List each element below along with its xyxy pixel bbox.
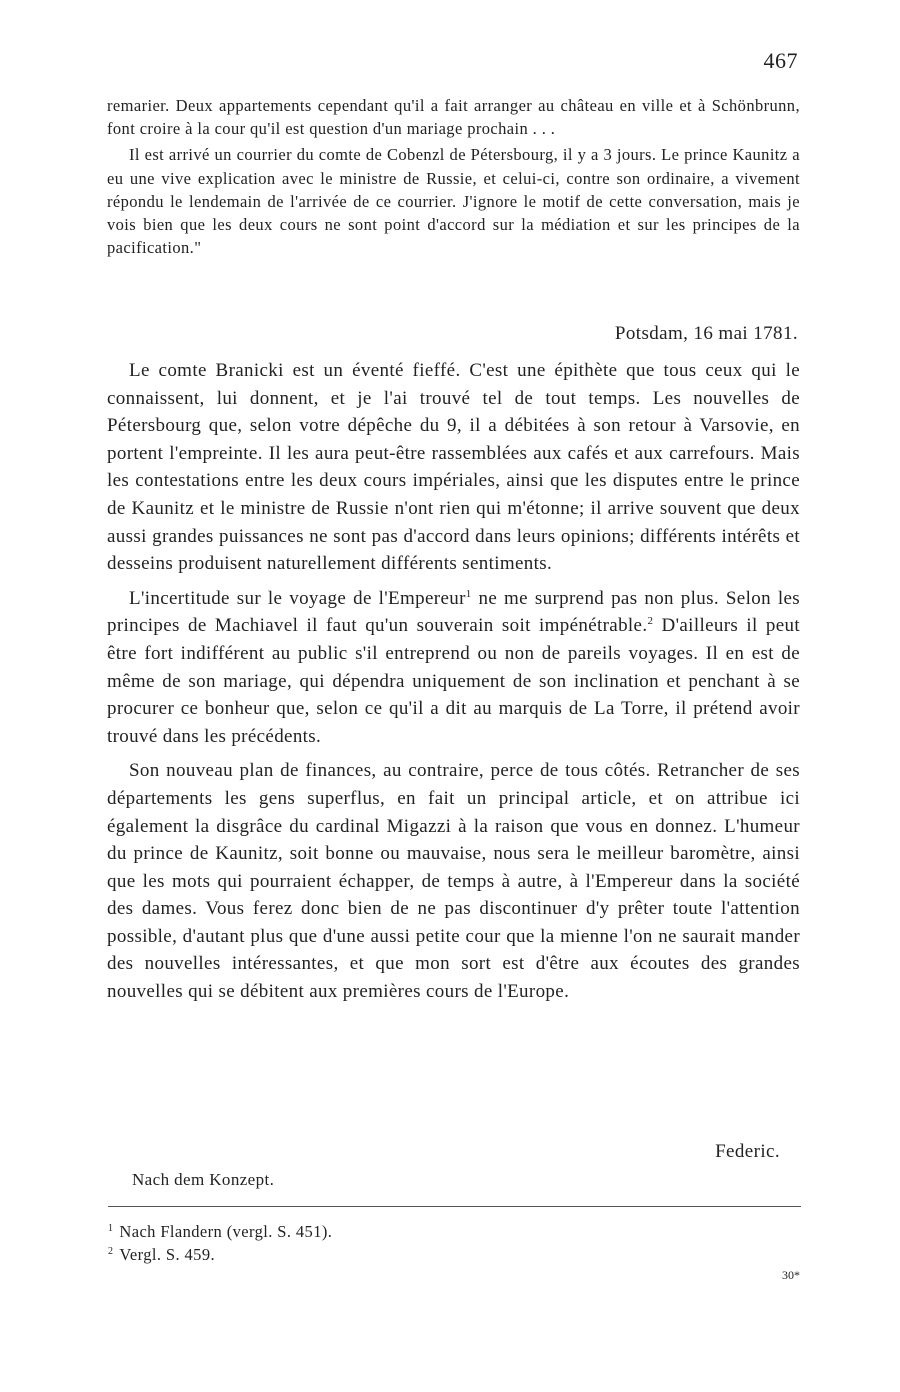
quote-paragraph: Il est arrivé un courrier du comte de Cobenzl de Pétersbourg, il y a 3 jours. Le prince Kaunitz a eu une vive explication avec le ministre de Russie, et celui-ci, contre son ordinaire, a vivement répondu le lendemain de l'arrivée de ce courrier. J'ignore le motif de cette conversation, mais je vois bien que les deux cours ne sont point d'accord sur la médiation et sur les principes de la pacification." xyxy=(107,145,800,258)
footnote-text: Nach Flandern (vergl. S. 451). xyxy=(119,1222,333,1241)
quoted-report xyxy=(107,94,800,259)
paragraph-text: ne me surprend pas non plus. Selon les principes de Machiavel il faut qu'un souverain soit impénétrable. xyxy=(107,587,800,637)
signature: Federic. xyxy=(715,1141,780,1162)
source-note: Nach dem Konzept. xyxy=(132,1170,275,1189)
footnote-ref: 2 xyxy=(647,615,654,628)
footnote-ref: 1 xyxy=(465,587,472,600)
footnote-mark: 1 xyxy=(108,1223,114,1234)
footnotes xyxy=(108,1220,332,1266)
quote-paragraph: remarier. Deux appartements cependant qu'il a fait arranger au château en ville et à Schönbrunn, font croire à la cour qu'il est question d'un mariage prochain . . . xyxy=(107,96,800,139)
paragraph-text: L'incertitude sur le voyage de l'Empereur xyxy=(129,587,466,609)
footnote xyxy=(108,1243,332,1266)
letter-body xyxy=(107,357,800,1013)
footnote-mark: 2 xyxy=(108,1246,114,1257)
signature-mark: 30* xyxy=(782,1268,800,1282)
letter-paragraph: Son nouveau plan de finances, au contraire, perce de tous côtés. Retrancher de ses départements les gens superflus, en fait un principal article, et on attribue ici également la disgrâce du cardinal Migazzi à la raison que vous en donnez. L'humeur du prince de Kaunitz, soit bonne ou mauvaise, nous sera le meilleur baromètre, ainsi que les mots qui pourraient échapper, de temps à autre, à l'Empereur dans la société des dames. Vous ferez donc bien de ne pas discontinuer d'y prêter toute l'attention possible, d'autant plus que d'une aussi petite cour que la mienne l'on ne saurait mander des nouvelles intéressantes, et que mon sort est d'être aux écoutes des grandes nouvelles qui se débitent aux premières cours de l'Europe. xyxy=(107,760,800,1003)
dateline: Potsdam, 16 mai 1781. xyxy=(614,323,798,344)
letter-paragraph: Le comte Branicki est un éventé fieffé. C'est une épithète que tous ceux qui le connaissent, lui donnent, et je l'ai trouvé tel de tout temps. Les nouvelles de Pétersbourg que, selon votre dépêche du 9, il a débitées à son retour à Varsovie, en portent l'empreinte. Il les aura peut-être rassemblées aux cafés et aux carrefours. Mais les contestations entre les deux cours impériales, ainsi que les disputes entre le prince de Kaunitz et le ministre de Russie n'ont rien qui m'étonne; il arrive souvent que deux aussi grandes puissances ne sont pas d'accord dans leurs opinions; différents intérêts et desseins produisent naturellement différents sentiments. xyxy=(107,360,800,575)
paragraph-text: D'ailleurs il peut être fort indifférent au public s'il entreprend ou non de pareils voyages. Il en est de même de son mariage, qui dépendra uniquement de son inclination et penchant à se procurer ce bonheur que, selon ce qu'il a dit au marquis de La Torre, il prétend avoir trouvé dans les précédents. xyxy=(107,615,800,747)
page-number: 467 xyxy=(763,48,798,73)
footnote-text: Vergl. S. 459. xyxy=(119,1245,215,1264)
letter-paragraph xyxy=(107,585,800,751)
footnote xyxy=(108,1220,332,1243)
footnote-divider xyxy=(108,1206,801,1207)
